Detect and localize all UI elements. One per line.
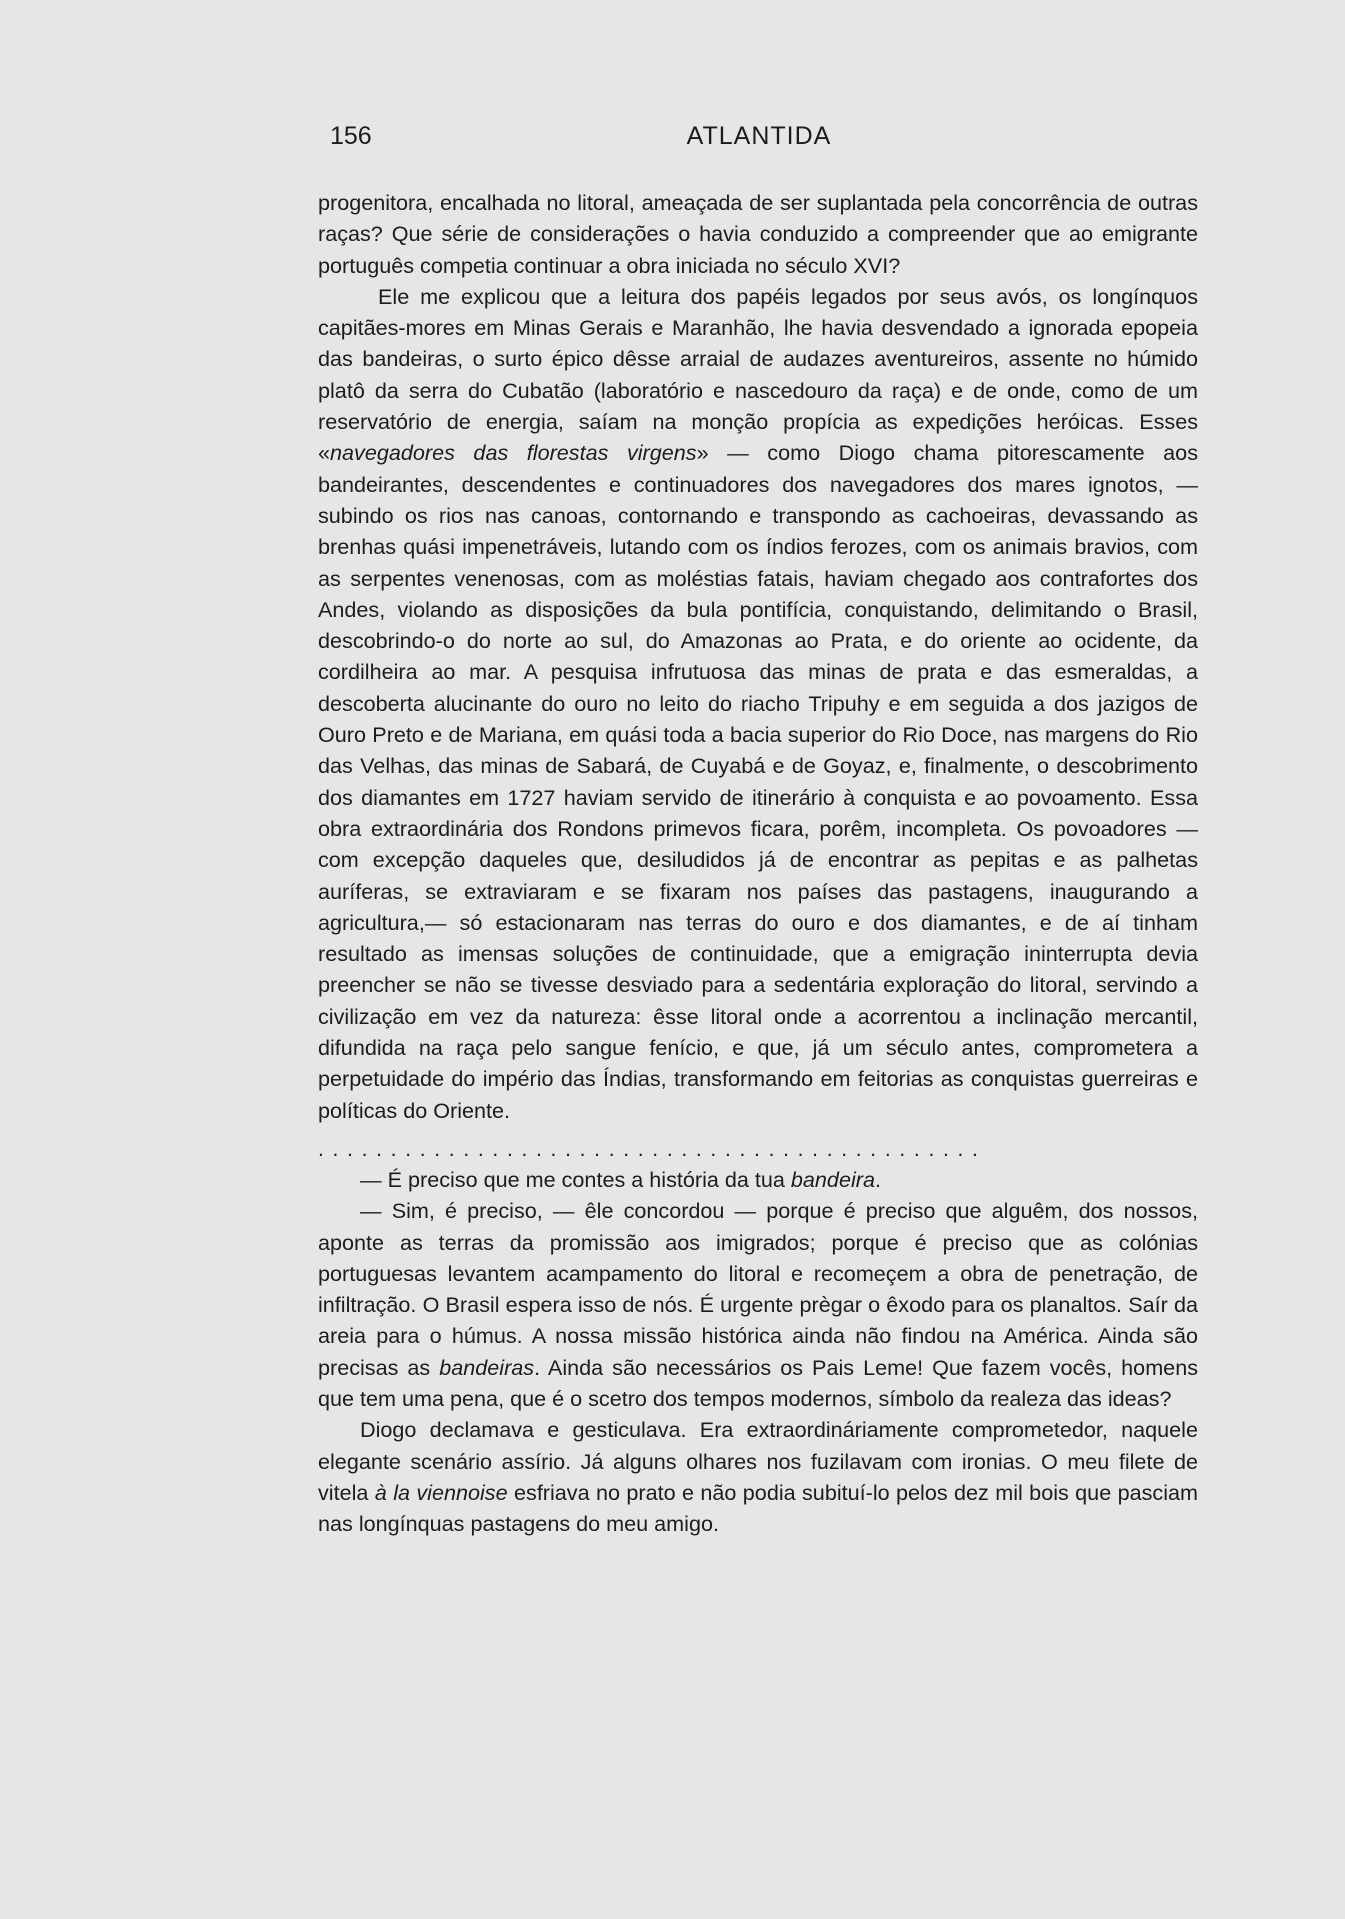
paragraph-2-italic: navegadores das florestas virgens bbox=[330, 440, 697, 466]
paragraph-5 bbox=[318, 1414, 1198, 1539]
paragraph-5-text-b: esfriava no prato e não podia subituí-lo pelos dez mil bois que pasciam nas longínquas pastagens do meu amigo. bbox=[318, 1479, 1198, 1537]
paragraph-4-text-a: — Sim, é preciso, — êle concordou — porque é preciso que alguêm, dos nossos, aponte as terras da promissão aos imigrados; porque é preciso que as colónias portuguesas levantem acampamento do litoral e recomeçem a obra de penetração, de infiltração. O Brasil espera isso de nós. É urgente prègar o êxodo para os planaltos. Saír da areia para o húmus. A nossa missão histórica ainda não findou na América. Ainda são precisas as bbox=[318, 1198, 1198, 1380]
page-header bbox=[330, 122, 1188, 162]
paragraph-1 bbox=[318, 187, 1198, 281]
paragraph-1-text: progenitora, encalhada no litoral, ameaçada de ser suplantada pela concorrência de outras raças? Que série de considerações o havia conduzido a compreender que ao emigrante português competia continuar a obra iniciada no século XVI? bbox=[318, 190, 1198, 278]
section-break-dots: .............................................. bbox=[318, 1137, 987, 1161]
paragraph-3 bbox=[318, 1164, 1198, 1195]
paragraph-5-italic: à la viennoise bbox=[374, 1479, 508, 1505]
paragraph-2 bbox=[318, 281, 1198, 1126]
paragraph-3-text-b: . bbox=[874, 1166, 881, 1192]
paragraph-3-italic: bandeira bbox=[790, 1166, 875, 1192]
running-title: ATLANTIDA bbox=[686, 122, 832, 150]
paragraph-4-text-b: . Ainda são necessários os Pais Leme! Que fazem vocês, homens que tem uma pena, que é o scetro dos tempos modernos, símbolo da realeza das ideas? bbox=[318, 1354, 1198, 1411]
page-number: 156 bbox=[330, 122, 372, 150]
paragraph-3-text-a: — É preciso que me contes a história da tua bbox=[360, 1166, 791, 1192]
paragraph-5-text-a: Diogo declamava e gesticulava. Era extraordináriamente comprometedor, naquele elegante scenário assírio. Já alguns olhares nos fuzilavam com ironias. O meu filete de vitela bbox=[318, 1417, 1198, 1505]
paragraph-4-italic: bandeiras bbox=[439, 1354, 535, 1380]
paragraph-2-text-a: Ele me explicou que a leitura dos papéis legados por seus avós, os longínquos capitães-mores em Minas Gerais e Maranhão, lhe havia desvendado a ignorada epopeia das bandeiras, o surto épico dêsse arraial de audazes aventureiros, assente no húmido platô da serra do Cubatão (laboratório e nascedouro da raça) e de onde, como de um reservatório de energia, saíam na monção propícia as expedições heróicas. Esses « bbox=[318, 283, 1198, 466]
paragraph-4 bbox=[318, 1195, 1198, 1414]
body-text bbox=[318, 187, 1198, 1539]
paragraph-2-text-b: » — como Diogo chama pitorescamente aos bandeirantes, descendentes e continuadores dos navegadores dos mares ignotos, — subindo os rios nas canoas, contornando e transpondo as cachoeiras, devassando as brenhas quási impenetráveis, lutando com os índios ferozes, com os animais bravios, com as serpentes venenosas, com as moléstias fatais, haviam chegado aos contrafortes dos Andes, violando as disposições da bula pontifícia, conquistando, delimitando o Brasil, descobrindo-o do norte ao sul, do Amazonas ao Prata, e do oriente ao ocidente, da cordilheira ao mar. A pesquisa infrutuosa das minas de prata e das esmeraldas, a descoberta alucinante do ouro no leito do riacho Tripuhy e em seguida a dos jazigos de Ouro Preto e de Mariana, em quási toda a bacia superior do Rio Doce, nas margens do Rio das Velhas, das minas de Sabará, de Cuyabá e de Goyaz, e, finalmente, o descobrimento dos diamantes em 1727 haviam servido de itinerário à conquista e ao povoamento. Essa obra extraordinária dos Rondons primevos ficara, porêm, incompleta. Os povoadores — com excepção daqueles que, desiludidos já de encontrar as pepitas e as palhetas auríferas, se extraviaram e se fixaram nos países das pastagens, inaugurando a agricultura,— só estacionaram nas terras do ouro e dos diamantes, e de aí tinham resultado as imensas soluções de continuidade, que a emigração ininterrupta devia preencher se não se tivesse desviado para a sedentária exploração do litoral, servindo a civilização em vez da natureza: êsse litoral onde a acorrentou a inclinação mercantil, difundida na raça pelo sangue fenício, e que, já um século antes, comprometera a perpetuidade do império das Índias, transformando em feitorias as conquistas guerreiras e políticas do Oriente. bbox=[318, 440, 1198, 1123]
